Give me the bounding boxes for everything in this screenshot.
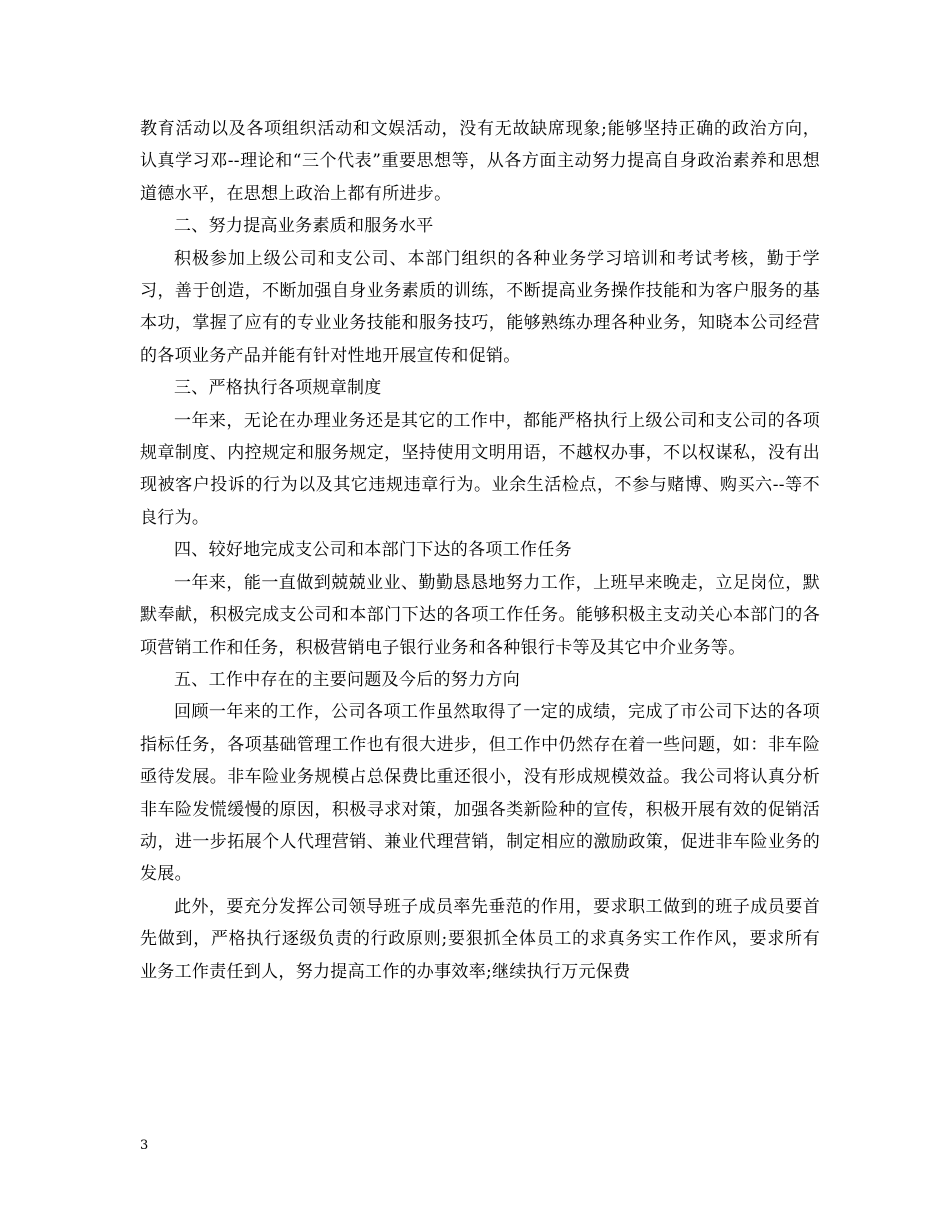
paragraph-3: 一年来，无论在办理业务还是其它的工作中，都能严格执行上级公司和支公司的各项规章制度、内控规定和服务规定，坚持使用文明用语，不越权办事，不以权谋私，没有出现被客户投诉的行为以及其它违规违章行为。业余生活检点，不参与赌博、购买六--等不良行为。 — [140, 410, 820, 528]
section-heading-5: 五、工作中存在的主要问题及今后的努力方向 — [174, 669, 520, 690]
paragraph-2: 积极参加上级公司和支公司、本部门组织的各种业务学习培训和考试考核，勤于学习，善于创造，不断加强自身业务素质的训练，不断提高业务操作技能和为客户服务的基本功，掌握了应有的专业业务技能和服务技巧，能够熟练办理各种业务，知晓本公司经营的各项业务产品并能有针对性地开展宣传和促销。 — [140, 248, 820, 366]
paragraph-1: 教育活动以及各项组织活动和文娱活动，没有无故缺席现象;能够坚持正确的政治方向，认真学习邓--理论和“三个代表”重要思想等，从各方面主动努力提高自身政治素养和思想道德水平，在思想上政治上都有所进步。 — [140, 119, 820, 204]
paragraph-5: 回顾一年来的工作，公司各项工作虽然取得了一定的成绩，完成了市公司下达的各项指标任务，各项基础管理工作也有很大进步，但工作中仍然存在着一些问题，如：非车险亟待发展。非车险业务规模占总保费比重还很小，没有形成规模效益。我公司将认真分析非车险发慌缓慢的原因，积极寻求对策，加强各类新险种的宣传，积极开展有效的促销活动，进一步拓展个人代理营销、兼业代理营销，制定相应的激励政策，促进非车险业务的发展。 — [140, 702, 820, 885]
paragraph-4: 一年来，能一直做到兢兢业业、勤勤恳恳地努力工作，上班早来晚走，立足岗位，默默奉献，积极完成支公司和本部门下达的各项工作任务。能够积极主支动关心本部门的各项营销工作和任务，积极营销电子银行业务和各种银行卡等及其它中介业务等。 — [140, 572, 820, 658]
document-body — [140, 113, 820, 988]
section-heading-3: 三、严格执行各项规章制度 — [174, 378, 382, 399]
paragraph-6: 此外，要充分发挥公司领导班子成员率先垂范的作用，要求职工做到的班子成员要首先做到，严格执行逐级负责的行政原则;要狠抓全体员工的求真务实工作作风，要求所有业务工作责任到人，努力提高工作的办事效率;继续执行万元保费 — [140, 896, 820, 982]
section-heading-2: 二、努力提高业务素质和服务水平 — [174, 216, 434, 237]
section-heading-4: 四、较好地完成支公司和本部门下达的各项工作任务 — [174, 540, 572, 561]
page-number: 3 — [140, 1138, 149, 1153]
